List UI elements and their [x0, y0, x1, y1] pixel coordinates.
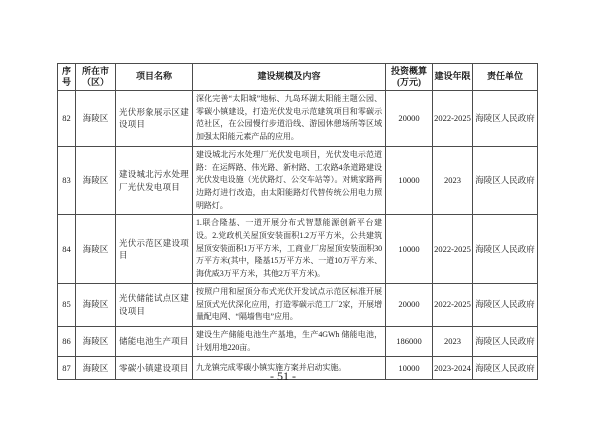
- cell-project-name: 零碳小镇建设项目: [116, 357, 193, 380]
- cell-scale-content: 深化完善“太阳城”地标、九岛环湖太阳能主题公园、零碳小镇建设，打造光伏发电示范建筑项目和零碳示范社区，在公园慢行步道沿线、游园休憩场所等区域加强太阳能元素产品的应用。: [193, 91, 386, 147]
- cell-responsible-unit: 海陵区人民政府: [473, 91, 538, 147]
- cell-responsible-unit: 海陵区人民政府: [473, 357, 538, 380]
- cell-serial-number: 87: [58, 357, 76, 380]
- cell-project-name: 光伏形象展示区建设项目: [116, 91, 193, 147]
- header-responsible-unit: 责任单位: [473, 64, 538, 91]
- table-header-row: [58, 64, 538, 91]
- cell-project-name: 光伏示范区建设项目: [116, 215, 193, 284]
- cell-responsible-unit: 海陵区人民政府: [473, 283, 538, 326]
- cell-serial-number: 84: [58, 215, 76, 284]
- page-number: - 51 -: [270, 369, 296, 383]
- cell-responsible-unit: 海陵区人民政府: [473, 326, 538, 356]
- cell-construction-years: 2023: [433, 326, 473, 356]
- cell-district: 海陵区: [76, 283, 116, 326]
- cell-district: 海陵区: [76, 326, 116, 356]
- cell-responsible-unit: 海陵区人民政府: [473, 146, 538, 215]
- cell-district: 海陵区: [76, 146, 116, 215]
- cell-investment: 10000: [386, 357, 433, 380]
- cell-construction-years: 2022-2025: [433, 283, 473, 326]
- cell-scale-content: 1.联合隆基、一道开展分布式智慧能源创新平台建设。2.党政机关屋顶安装面积1.2万平方米，公共建筑屋顶安装面积1万平方米，工商业厂房屋顶安装面积30万平方米(其中，隆基15万平方米、一道10万平方米、海优威3万平方米，其他2万平方米)。: [193, 215, 386, 284]
- cell-district: 海陵区: [76, 357, 116, 380]
- cell-project-name: 建设城北污水处理厂光伏发电项目: [116, 146, 193, 215]
- cell-scale-content: 按照户用和屋顶分布式光伏开发试点示范区标准开展屋顶式光伏深化应用，打造零碳示范工厂2家，开展增量配电网、“隔墙售电”应用。: [193, 283, 386, 326]
- cell-investment: 10000: [386, 146, 433, 215]
- cell-project-name: 光伏储能试点区建设项目: [116, 283, 193, 326]
- header-scale-content: 建设规模及内容: [193, 64, 386, 91]
- header-serial-number: 序号: [58, 64, 76, 91]
- table-row: [58, 215, 538, 284]
- cell-scale-content: 九龙镇完成零碳小镇实施方案并启动实施。: [193, 357, 386, 380]
- cell-serial-number: 82: [58, 91, 76, 147]
- table-row: [58, 283, 538, 326]
- cell-construction-years: 2023: [433, 146, 473, 215]
- cell-district: 海陵区: [76, 91, 116, 147]
- table-row: [58, 91, 538, 147]
- cell-scale-content: 建设城北污水处理厂光伏发电项目，光伏发电示范道路：在运辉路、伟光路、新村路、工农路4条道路建设光伏发电设施（光伏路灯、公交车站等）。对姚家路两边路灯进行改造，由太阳能路灯代替传统公用电力照明路灯。: [193, 146, 386, 215]
- projects-table: [57, 63, 538, 380]
- cell-construction-years: 2022-2025: [433, 215, 473, 284]
- cell-serial-number: 83: [58, 146, 76, 215]
- cell-scale-content: 建设生产储能电池生产基地，生产4GWh 储能电池，计划用地220亩。: [193, 326, 386, 356]
- header-construction-years: 建设年限: [433, 64, 473, 91]
- cell-investment: 20000: [386, 91, 433, 147]
- cell-construction-years: 2022-2025: [433, 91, 473, 147]
- table-row: [58, 146, 538, 215]
- cell-investment: 186000: [386, 326, 433, 356]
- header-investment: 投资概算(万元): [386, 64, 433, 91]
- cell-investment: 20000: [386, 283, 433, 326]
- cell-responsible-unit: 海陵区人民政府: [473, 215, 538, 284]
- table-row: [58, 326, 538, 356]
- cell-district: 海陵区: [76, 215, 116, 284]
- cell-serial-number: 85: [58, 283, 76, 326]
- cell-project-name: 储能电池生产项目: [116, 326, 193, 356]
- cell-construction-years: 2023-2024: [433, 357, 473, 380]
- header-district: 所在市（区）: [76, 64, 116, 91]
- header-project-name: 项目名称: [116, 64, 193, 91]
- cell-serial-number: 86: [58, 326, 76, 356]
- cell-investment: 10000: [386, 215, 433, 284]
